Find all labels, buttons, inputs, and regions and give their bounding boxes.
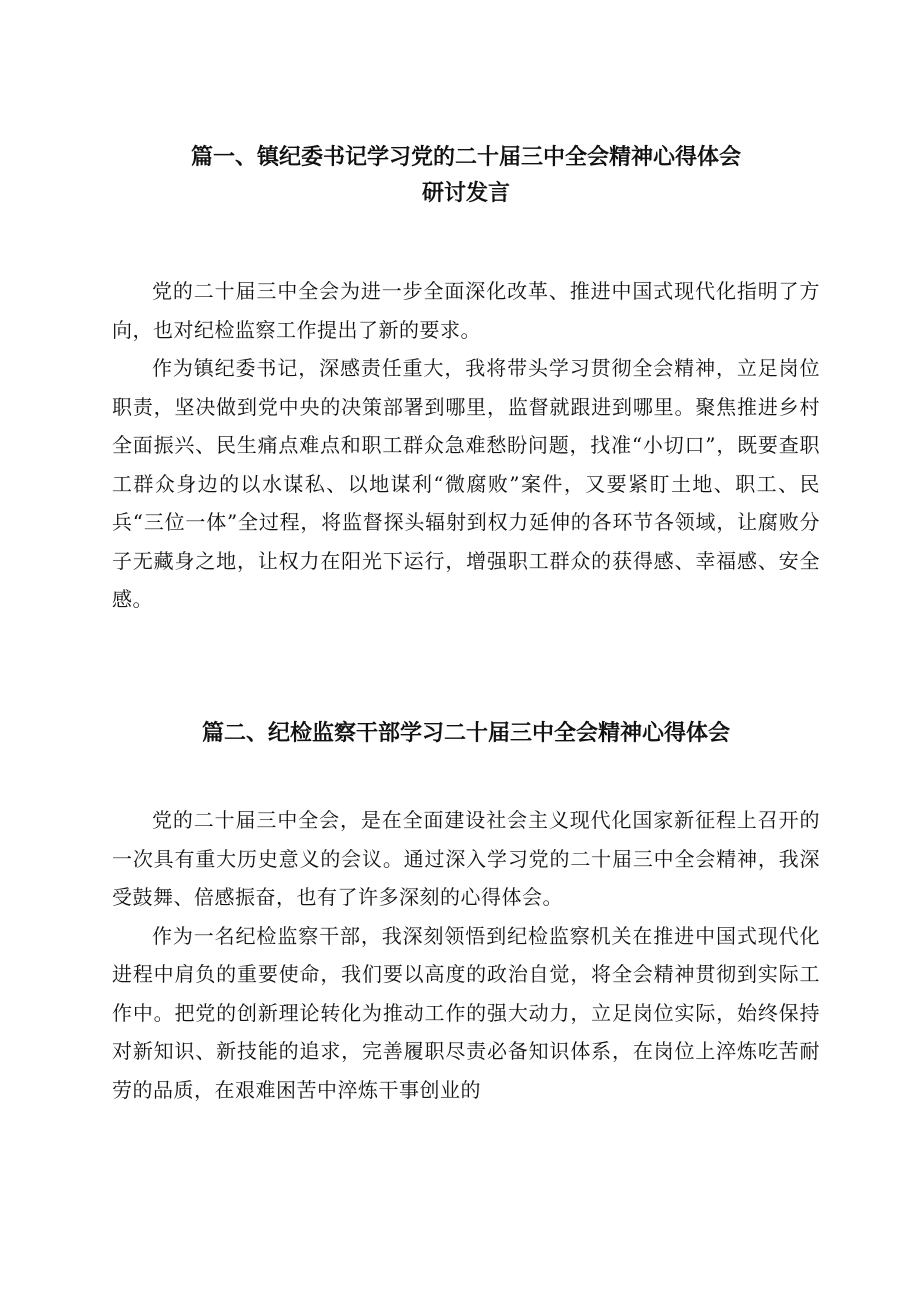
article2-paragraph-2: 作为一名纪检监察干部，我深刻领悟到纪检监察机关在推进中国式现代化进程中肩负的重要使命，我们要以高度的政治自觉，将全会精神贯彻到实际工作中。把党的创新理论转化为推动工作的强大动力，立足岗位实际，始终保持对新知识、新技能的追求，完善履职尽责必备知识体系，在岗位上淬炼吃苦耐劳的品质，在艰难困苦中淬炼干事创业的	[112, 923, 820, 1102]
article1-paragraph-1: 党的二十届三中全会为进一步全面深化改革、推进中国式现代化指明了方向，也对纪检监察工作提出了新的要求。	[112, 279, 820, 342]
article2-body	[112, 801, 820, 1109]
article1-title-line1: 篇一、镇纪委书记学习党的二十届三中全会精神心得体会	[190, 145, 741, 170]
article2-title: 篇二、纪检监察干部学习二十届三中全会精神心得体会	[201, 721, 730, 746]
article1-body	[112, 272, 820, 619]
article2-heading	[112, 716, 820, 752]
article2-paragraph-1: 党的二十届三中全会，是在全面建设社会主义现代化国家新征程上召开的一次具有重大历史意义的会议。通过深入学习党的二十届三中全会精神，我深受鼓舞、倍感振奋，也有了许多深刻的心得体会。	[112, 808, 820, 909]
article1-title	[112, 140, 820, 212]
article1-heading	[112, 140, 820, 212]
article1-paragraph-2: 作为镇纪委书记，深感责任重大，我将带头学习贯彻全会精神，立足岗位职责，坚决做到党中央的决策部署到哪里，监督就跟进到哪里。聚焦推进乡村全面振兴、民生痛点难点和职工群众急难愁盼问题，找准“小切口”，既要查职工群众身边的以水谋私、以地谋利“微腐败”案件，又要紧盯土地、职工、民兵“三位一体”全过程，将监督探头辐射到权力延伸的各环节各领域，让腐败分子无藏身之地，让权力在阳光下运行，增强职工群众的获得感、幸福感、安全感。	[112, 356, 820, 611]
article1-title-line2: 研讨发言	[421, 181, 510, 206]
